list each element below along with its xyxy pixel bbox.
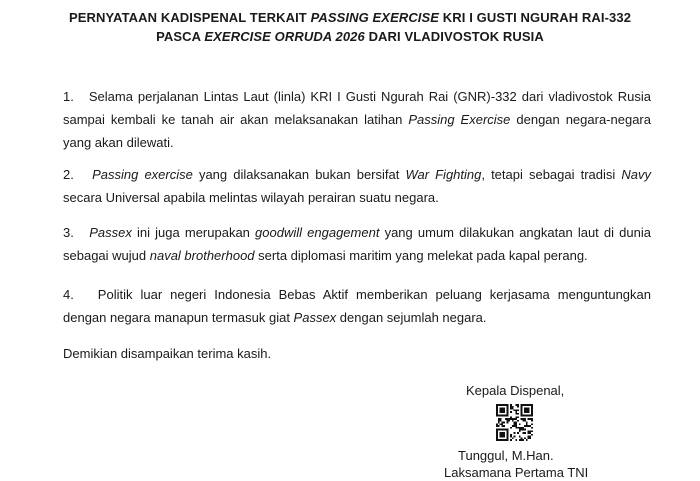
italic-term: goodwill engagement [255, 225, 380, 240]
text-run: serta diplomasi maritim yang melekat pada kapal perang. [254, 248, 588, 263]
italic-term: Navy [621, 167, 651, 182]
italic-term: PASSING EXERCISE [310, 10, 440, 25]
paragraph-line [63, 85, 651, 108]
qr-code-icon [496, 404, 533, 441]
text-run: 3. [63, 225, 90, 240]
paragraph-line [63, 131, 651, 154]
text-run: 4. Politik luar negeri Indonesia Bebas Aktif memberikan peluang kerjasama menguntungkan [63, 287, 651, 302]
italic-term: Passex [293, 310, 337, 325]
text-run: yang akan dilewati. [63, 135, 174, 150]
text-run: 2. [63, 167, 93, 182]
paragraph-2 [63, 163, 651, 209]
paragraph-1 [63, 85, 651, 154]
signatory-name: Tunggul, M.Han. [458, 448, 554, 463]
paragraph-line [63, 186, 651, 209]
document-title-line-2 [40, 27, 660, 46]
text-run: yang umum dilakukan angkatan laut di dunia [379, 225, 651, 240]
text-run: dengan negara-negara [510, 112, 651, 127]
italic-term: EXERCISE ORRUDA 2026 [204, 29, 365, 44]
italic-term: Passing exercise [92, 167, 193, 182]
text-run: secara Universal apabila melintas wilayah perairan suatu negara. [63, 190, 439, 205]
text-run: dengan negara manapun termasuk giat [63, 310, 294, 325]
paragraph-line [63, 163, 651, 186]
text-run: sampai kembali ke tanah air akan melaksanakan latihan [63, 112, 409, 127]
text-run: , tetapi sebagai tradisi [481, 167, 622, 182]
text-run: ini juga merupakan [131, 225, 256, 240]
signatory-rank: Laksamana Pertama TNI [444, 465, 589, 480]
text-run: PASCA [156, 29, 205, 44]
text-run: KRI I GUSTI NGURAH RAI-332 [439, 10, 632, 25]
paragraph-line [63, 283, 651, 306]
closing-sentence: Demikian disampaikan terima kasih. [63, 346, 272, 361]
italic-term: naval brotherhood [149, 248, 255, 263]
text-run: dengan sejumlah negara. [336, 310, 487, 325]
text-run: PERNYATAAN KADISPENAL TERKAIT [68, 10, 311, 25]
italic-term: Passex [89, 225, 132, 240]
text-run: DARI VLADIVOSTOK RUSIA [364, 29, 544, 44]
paragraph-line [63, 244, 651, 267]
italic-term: Passing Exercise [408, 112, 511, 127]
text-run: 1. Selama perjalanan Lintas Laut (linla) KRI I Gusti Ngurah Rai (GNR)-332 dari vladivostok Rusia [63, 89, 651, 104]
text-run: sebagai wujud [63, 248, 150, 263]
paragraph-4 [63, 283, 651, 329]
paragraph-line [63, 108, 651, 131]
text-run: yang dilaksanakan bukan bersifat [192, 167, 406, 182]
paragraph-line [63, 221, 651, 244]
italic-term: War Fighting [405, 167, 482, 182]
paragraph-3 [63, 221, 651, 267]
paragraph-line [63, 306, 651, 329]
document-title-line-1 [40, 8, 660, 27]
signature-office: Kepala Dispenal, [466, 383, 565, 398]
